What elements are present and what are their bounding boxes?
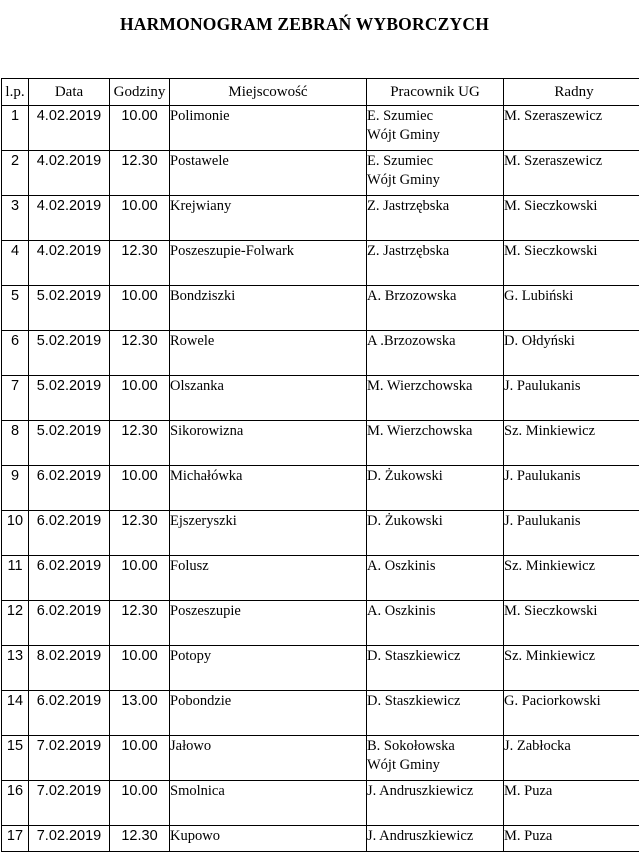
row-number: 1 (2, 106, 29, 151)
employee-name: B. Sokołowska (367, 737, 503, 756)
row-number: 13 (2, 646, 29, 691)
meeting-place: Jałowo (170, 736, 367, 781)
councillor: M. Sieczkowski (504, 241, 639, 286)
header-councillor: Radny (504, 79, 639, 106)
employee-name: A .Brzozowska (367, 332, 503, 351)
header-lp: l.p. (2, 79, 29, 106)
meeting-hour: 10.00 (110, 466, 170, 511)
councillor: M. Puza (504, 781, 639, 826)
employee-name: Z. Jastrzębska (367, 197, 503, 216)
meeting-date: 6.02.2019 (29, 691, 110, 736)
header-place: Miejscowość (170, 79, 367, 106)
meeting-place: Poszeszupie (170, 601, 367, 646)
meeting-hour: 10.00 (110, 106, 170, 151)
meeting-hour: 10.00 (110, 646, 170, 691)
meeting-hour: 10.00 (110, 196, 170, 241)
row-number: 5 (2, 286, 29, 331)
councillor: J. Paulukanis (504, 376, 639, 421)
employee-name: D. Staszkiewicz (367, 647, 503, 666)
councillor: M. Szeraszewicz (504, 106, 639, 151)
table-row (2, 106, 639, 151)
meeting-hour: 12.30 (110, 511, 170, 556)
row-number: 12 (2, 601, 29, 646)
meeting-place: Sikorowizna (170, 421, 367, 466)
meeting-date: 4.02.2019 (29, 241, 110, 286)
meeting-hour: 12.30 (110, 241, 170, 286)
row-number: 16 (2, 781, 29, 826)
councillor: M. Sieczkowski (504, 601, 639, 646)
office-employee (367, 106, 504, 151)
meeting-date: 5.02.2019 (29, 286, 110, 331)
meeting-date: 5.02.2019 (29, 331, 110, 376)
councillor: M. Szeraszewicz (504, 151, 639, 196)
meeting-place: Potopy (170, 646, 367, 691)
row-number: 4 (2, 241, 29, 286)
office-employee (367, 781, 504, 826)
table-row (2, 511, 639, 556)
employee-name: M. Wierzchowska (367, 422, 503, 441)
office-employee (367, 196, 504, 241)
meeting-place: Poszeszupie-Folwark (170, 241, 367, 286)
office-employee (367, 286, 504, 331)
employee-second-name: Wójt Gminy (367, 171, 503, 190)
councillor: J. Zabłocka (504, 736, 639, 781)
employee-name: E. Szumiec (367, 107, 503, 126)
councillor: Sz. Minkiewicz (504, 646, 639, 691)
meeting-hour: 12.30 (110, 331, 170, 376)
office-employee (367, 466, 504, 511)
meeting-date: 4.02.2019 (29, 106, 110, 151)
meeting-date: 5.02.2019 (29, 376, 110, 421)
table-row (2, 466, 639, 511)
councillor: Sz. Minkiewicz (504, 421, 639, 466)
table-row (2, 241, 639, 286)
employee-name: A. Oszkinis (367, 557, 503, 576)
table-row (2, 646, 639, 691)
table-header-row (2, 79, 639, 106)
table-row (2, 196, 639, 241)
meeting-date: 4.02.2019 (29, 151, 110, 196)
meeting-hour: 10.00 (110, 781, 170, 826)
office-employee (367, 826, 504, 852)
employee-second-name: Wójt Gminy (367, 126, 503, 145)
office-employee (367, 376, 504, 421)
meeting-hour: 12.30 (110, 826, 170, 852)
office-employee (367, 736, 504, 781)
table-row (2, 736, 639, 781)
meeting-hour: 10.00 (110, 556, 170, 601)
councillor: J. Paulukanis (504, 511, 639, 556)
row-number: 15 (2, 736, 29, 781)
office-employee (367, 421, 504, 466)
table-row (2, 601, 639, 646)
table-row (2, 691, 639, 736)
meeting-place: Krejwiany (170, 196, 367, 241)
office-employee (367, 556, 504, 601)
table-row (2, 376, 639, 421)
row-number: 9 (2, 466, 29, 511)
councillor: M. Sieczkowski (504, 196, 639, 241)
meeting-place: Rowele (170, 331, 367, 376)
meeting-date: 4.02.2019 (29, 196, 110, 241)
table-row (2, 331, 639, 376)
meeting-hour: 10.00 (110, 286, 170, 331)
table-row (2, 556, 639, 601)
meeting-place: Bondziszki (170, 286, 367, 331)
meeting-date: 8.02.2019 (29, 646, 110, 691)
office-employee (367, 511, 504, 556)
meeting-hour: 10.00 (110, 736, 170, 781)
meeting-date: 7.02.2019 (29, 736, 110, 781)
meeting-date: 6.02.2019 (29, 601, 110, 646)
employee-name: M. Wierzchowska (367, 377, 503, 396)
meeting-hour: 10.00 (110, 376, 170, 421)
office-employee (367, 691, 504, 736)
councillor: D. Ołdyński (504, 331, 639, 376)
row-number: 11 (2, 556, 29, 601)
employee-name: J. Andruszkiewicz (367, 827, 503, 846)
meeting-date: 5.02.2019 (29, 421, 110, 466)
meeting-place: Postawele (170, 151, 367, 196)
meeting-place: Michałówka (170, 466, 367, 511)
meeting-place: Pobondzie (170, 691, 367, 736)
employee-name: A. Oszkinis (367, 602, 503, 621)
meeting-hour: 13.00 (110, 691, 170, 736)
meeting-hour: 12.30 (110, 601, 170, 646)
meeting-hour: 12.30 (110, 151, 170, 196)
councillor: G. Paciorkowski (504, 691, 639, 736)
employee-name: E. Szumiec (367, 152, 503, 171)
employee-name: Z. Jastrzębska (367, 242, 503, 261)
table-row (2, 781, 639, 826)
meeting-place: Smolnica (170, 781, 367, 826)
employee-name: D. Żukowski (367, 512, 503, 531)
meeting-place: Polimonie (170, 106, 367, 151)
header-employee: Pracownik UG (367, 79, 504, 106)
meeting-place: Ejszeryszki (170, 511, 367, 556)
page-title: HARMONOGRAM ZEBRAŃ WYBORCZYCH (0, 14, 609, 35)
header-hours: Godziny (110, 79, 170, 106)
meeting-date: 7.02.2019 (29, 826, 110, 852)
councillor: M. Puza (504, 826, 639, 852)
office-employee (367, 646, 504, 691)
meetings-table (1, 78, 639, 852)
employee-name: D. Staszkiewicz (367, 692, 503, 711)
employee-second-name: Wójt Gminy (367, 756, 503, 775)
row-number: 2 (2, 151, 29, 196)
office-employee (367, 151, 504, 196)
row-number: 10 (2, 511, 29, 556)
councillor: Sz. Minkiewicz (504, 556, 639, 601)
meeting-date: 6.02.2019 (29, 556, 110, 601)
councillor: G. Lubiński (504, 286, 639, 331)
row-number: 7 (2, 376, 29, 421)
meeting-place: Folusz (170, 556, 367, 601)
table-row (2, 826, 639, 852)
row-number: 3 (2, 196, 29, 241)
table-row (2, 286, 639, 331)
councillor: J. Paulukanis (504, 466, 639, 511)
meeting-place: Olszanka (170, 376, 367, 421)
row-number: 6 (2, 331, 29, 376)
table-row (2, 421, 639, 466)
meeting-date: 7.02.2019 (29, 781, 110, 826)
table-row (2, 151, 639, 196)
row-number: 17 (2, 826, 29, 852)
employee-name: A. Brzozowska (367, 287, 503, 306)
office-employee (367, 601, 504, 646)
meeting-date: 6.02.2019 (29, 466, 110, 511)
meeting-place: Kupowo (170, 826, 367, 852)
meeting-date: 6.02.2019 (29, 511, 110, 556)
employee-name: D. Żukowski (367, 467, 503, 486)
meeting-hour: 12.30 (110, 421, 170, 466)
employee-name: J. Andruszkiewicz (367, 782, 503, 801)
office-employee (367, 241, 504, 286)
header-date: Data (29, 79, 110, 106)
office-employee (367, 331, 504, 376)
row-number: 14 (2, 691, 29, 736)
row-number: 8 (2, 421, 29, 466)
